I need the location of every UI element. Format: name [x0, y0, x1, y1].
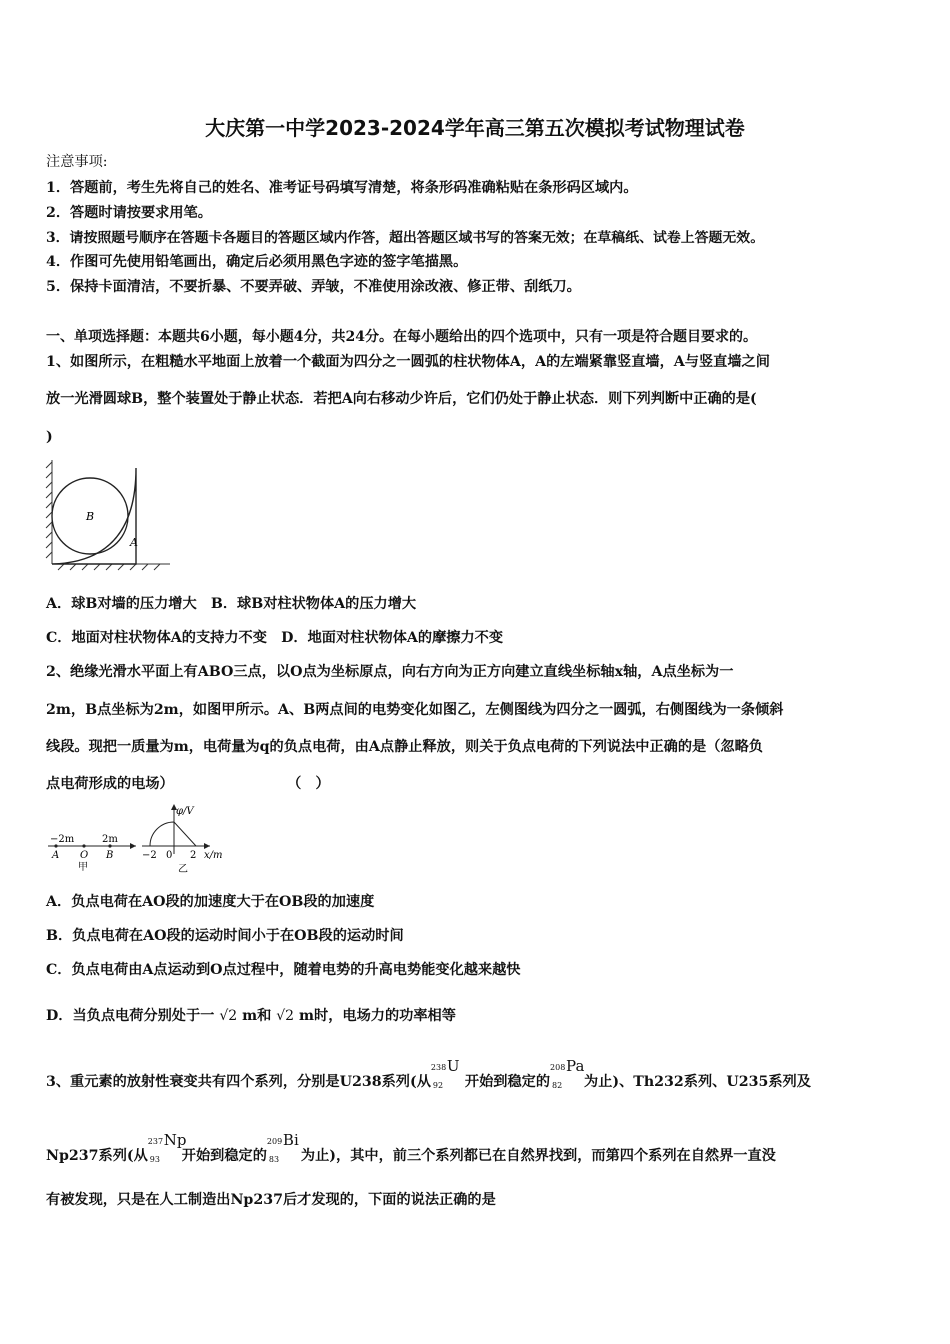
notice-item: 4．作图可先使用铅笔画出，确定后必须用黑色字迹的签字笔描黑。: [46, 254, 468, 270]
q1-fig-label-b: B: [86, 510, 95, 523]
jia-left-label: −2m: [50, 834, 75, 845]
jia-o-label: O: [80, 850, 89, 861]
nuclide-bi209: 209 83 Bi: [266, 1131, 299, 1164]
q3-stem-line: 有被发现，只是在人工制造出Np237后才发现的，下面的说法正确的是: [46, 1192, 496, 1208]
section-heading: 一、单项选择题：本题共6小题，每小题4分，共24分。在每小题给出的四个选项中，只有一项是符合题目要求的。: [46, 329, 757, 345]
q1-stem-line: 放一光滑圆球B，整个装置处于静止状态．若把A向右移动少许后，它们仍处于静止状态．则下列判断中正确的是(: [46, 391, 757, 407]
q2-option-b: B．负点电荷在AO段的运动时间小于在OB段的运动时间: [46, 928, 404, 944]
q3-stem-line: 3、重元素的放射性衰变共有四个系列，分别是U238系列(从 238 92 U 开始到稳定的 208 82 Pa 为止)、Th232系列、U235系列及: [46, 1057, 811, 1090]
jia-b-label: B: [106, 850, 114, 861]
sqrt2-expr: √2: [276, 1008, 295, 1024]
yi-x-label: x/m: [204, 850, 223, 861]
yi-tick-m2: −2: [142, 850, 157, 861]
q1-fig-label-a: A: [130, 536, 138, 549]
q1-options-ab: A．球B对墙的压力增大 B．球B对柱状物体A的压力增大: [46, 596, 417, 612]
notice-heading: 注意事项:: [46, 154, 108, 170]
q2-option-a: A．负点电荷在AO段的加速度大于在OB段的加速度: [46, 894, 375, 910]
nuclide-pa208: 208 82 Pa: [550, 1057, 585, 1090]
q1-options-cd: C．地面对柱状物体A的支持力不变 D．地面对柱状物体A的摩擦力不变: [46, 630, 504, 646]
q2-stem-line: 2、绝缘光滑水平面上有ABO三点，以O点为坐标原点，向右方向为正方向建立直线坐标轴x轴，A点坐标为一: [46, 664, 734, 680]
q2-figure: [44, 800, 244, 878]
yi-tick-2: 2: [190, 850, 197, 861]
nuclide-np237: 237 93 Np: [147, 1131, 187, 1164]
jia-right-label: 2m: [102, 834, 118, 845]
notice-item: 1．答题前，考生先将自己的姓名、准考证号码填写清楚，将条形码准确粘贴在条形码区域内。: [46, 180, 638, 196]
q1-stem-line: ): [46, 429, 53, 445]
q1-figure: [44, 456, 174, 572]
notice-item: 3．请按照题号顺序在答题卡各题目的答题区域内作答，超出答题区域书写的答案无效；在草稿纸、试卷上答题无效。: [46, 230, 765, 246]
yi-tick-0: 0: [166, 850, 173, 861]
q2-stem-line: 线段。现把一质量为m，电荷量为q的负点电荷，由A点静止释放，则关于负点电荷的下列说法中正确的是（忽略负: [46, 739, 763, 755]
page-title: 大庆第一中学2023-2024学年高三第五次模拟考试物理试卷: [205, 116, 745, 140]
q2-stem-line: 点电荷形成的电场） （ ）: [46, 776, 330, 792]
yi-axis-label: φ/V: [176, 806, 194, 817]
jia-caption: 甲: [78, 862, 88, 873]
q2-stem-line: 2m，B点坐标为2m，如图甲所示。A、B两点间的电势变化如图乙，左侧图线为四分之一圆弧，右侧图线为一条倾斜: [46, 702, 784, 718]
q3-stem-line: Np237系列(从 237 93 Np 开始到稳定的 209 83 Bi 为止)，其中，前三个系列都已在自然界找到，而第四个系列在自然界一直没: [46, 1131, 776, 1164]
jia-a-label: A: [52, 850, 60, 861]
sqrt2-expr: √2: [219, 1008, 238, 1024]
notice-item: 2．答题时请按要求用笔。: [46, 205, 212, 221]
q2-option-c: C．负点电荷由A点运动到O点过程中，随着电势的升高电势能变化越来越快: [46, 962, 521, 978]
q2-option-d: D．当负点电荷分别处于一 √2 m和 √2 m时，电场力的功率相等: [46, 1008, 456, 1024]
nuclide-u238: 238 92 U: [430, 1057, 460, 1090]
q1-stem-line: 1、如图所示，在粗糙水平地面上放着一个截面为四分之一圆弧的柱状物体A，A的左端紧靠竖直墙，A与竖直墙之间: [46, 354, 770, 370]
yi-caption: 乙: [178, 864, 188, 875]
notice-item: 5．保持卡面清洁，不要折暴、不要弄破、弄皱，不准使用涂改液、修正带、刮纸刀。: [46, 279, 581, 295]
